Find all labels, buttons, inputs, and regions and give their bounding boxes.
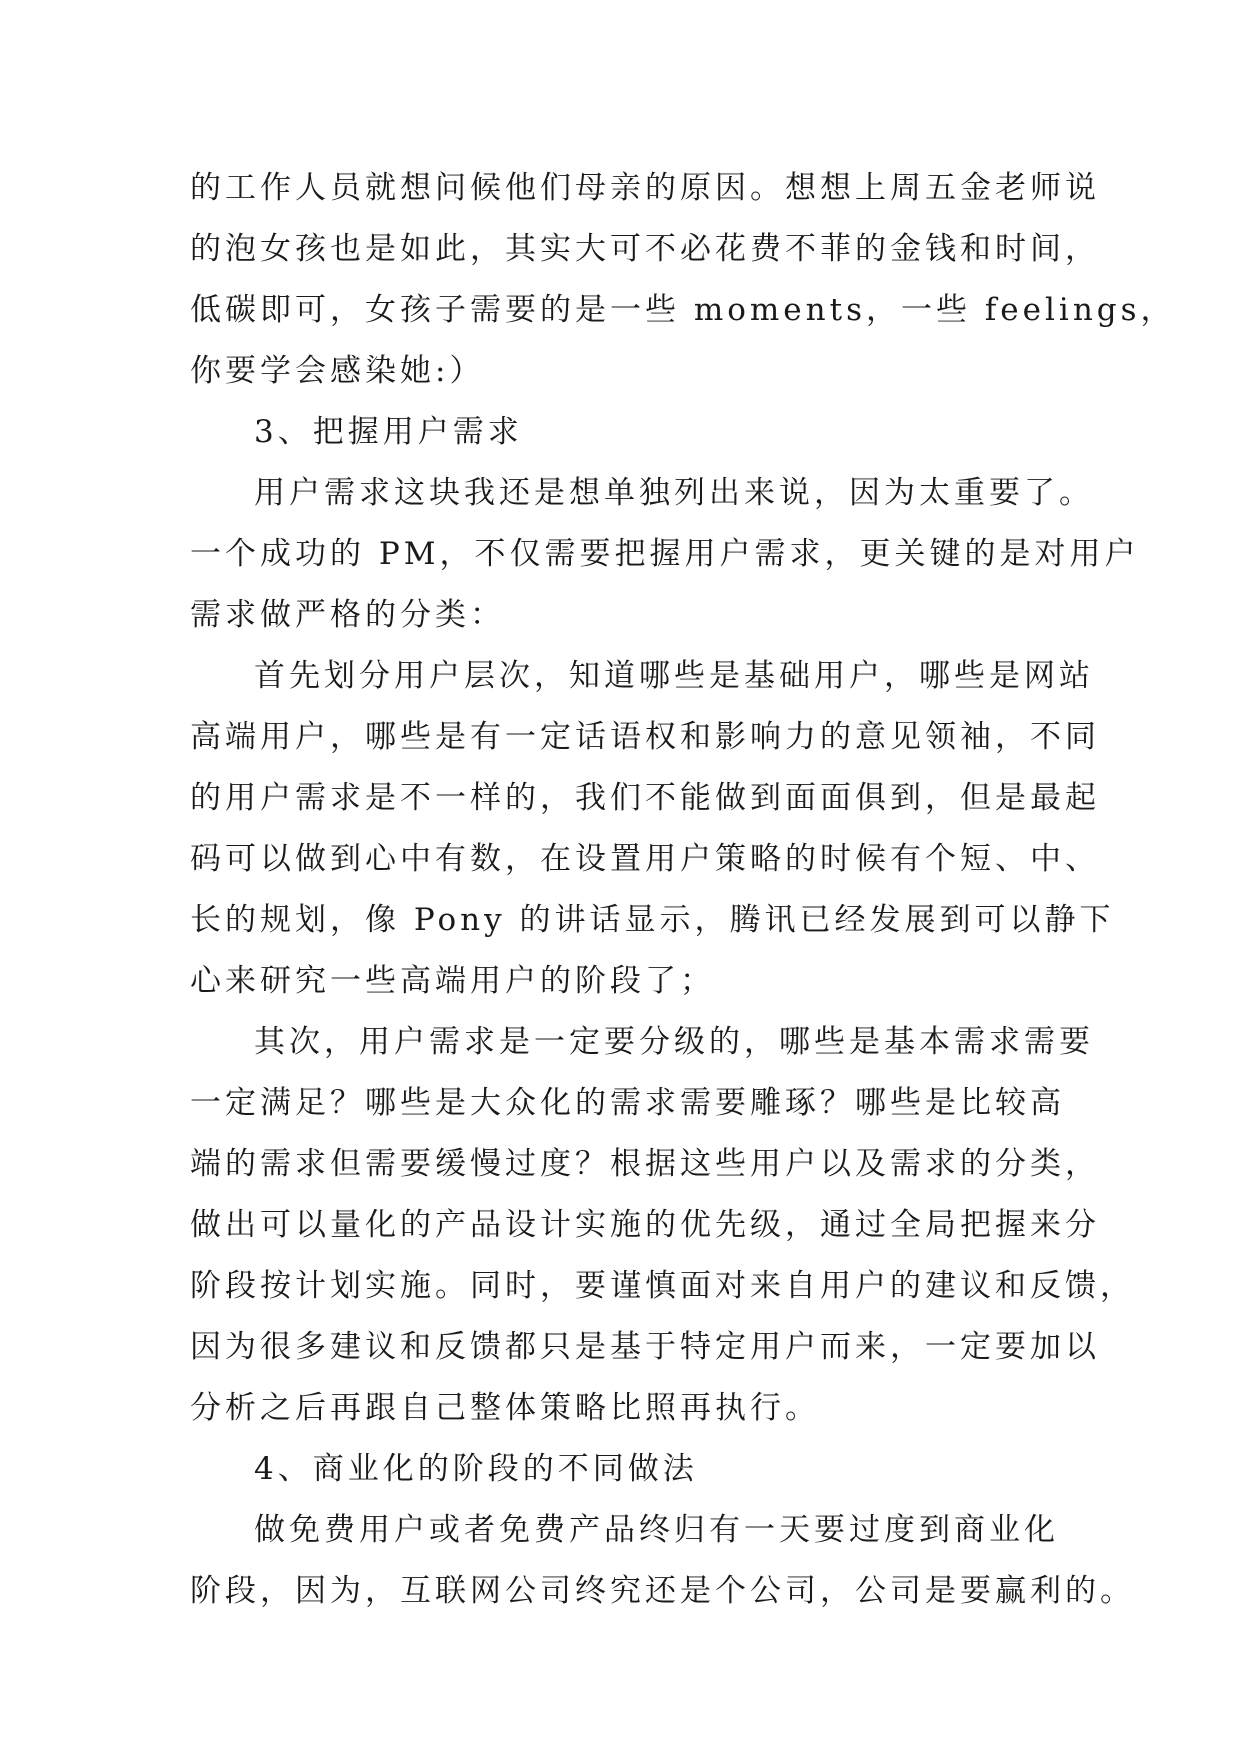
body-text xyxy=(190,158,1176,1622)
text-line: 心来研究一些高端用户的阶段了； xyxy=(190,963,715,999)
paragraph-start: 做免费用户或者免费产品终归有一天要过度到商业化 xyxy=(254,1512,1059,1548)
text-line: 阶段，因为，互联网公司终究还是个公司，公司是要赢利的。 xyxy=(190,1573,1135,1609)
text-line: 的泡女孩也是如此，其实大可不必花费不菲的金钱和时间， xyxy=(190,231,1100,267)
paragraph-start: 用户需求这块我还是想单独列出来说，因为太重要了。 xyxy=(254,475,1094,511)
text-line: 的用户需求是不一样的，我们不能做到面面俱到，但是最起 xyxy=(190,780,1100,816)
paragraph-start: 其次，用户需求是一定要分级的，哪些是基本需求需要 xyxy=(254,1024,1094,1060)
section-heading: 3、把握用户需求 xyxy=(254,414,523,450)
section-heading: 4、商业化的阶段的不同做法 xyxy=(254,1451,698,1487)
text-line: 做出可以量化的产品设计实施的优先级，通过全局把握来分 xyxy=(190,1207,1100,1243)
text-line: 需求做严格的分类： xyxy=(190,597,505,633)
paragraph-start: 首先划分用户层次，知道哪些是基础用户，哪些是网站 xyxy=(254,658,1094,694)
text-line: 高端用户，哪些是有一定话语权和影响力的意见领袖，不同 xyxy=(190,719,1100,755)
text-line: 一个成功的 PM，不仅需要把握用户需求，更关键的是对用户 xyxy=(190,536,1140,572)
text-line: 低碳即可，女孩子需要的是一些 moments，一些 feelings， xyxy=(190,292,1176,328)
text-line: 长的规划，像 Pony 的讲话显示，腾讯已经发展到可以静下 xyxy=(190,902,1115,938)
text-line: 端的需求但需要缓慢过度？根据这些用户以及需求的分类， xyxy=(190,1146,1100,1182)
text-line: 一定满足？哪些是大众化的需求需要雕琢？哪些是比较高 xyxy=(190,1085,1065,1121)
text-line: 你要学会感染她:） xyxy=(190,353,485,389)
text-line: 因为很多建议和反馈都只是基于特定用户而来，一定要加以 xyxy=(190,1329,1100,1365)
text-line: 阶段按计划实施。同时，要谨慎面对来自用户的建议和反馈， xyxy=(190,1268,1135,1304)
text-line: 码可以做到心中有数，在设置用户策略的时候有个短、中、 xyxy=(190,841,1100,877)
text-line: 的工作人员就想问候他们母亲的原因。想想上周五金老师说 xyxy=(190,170,1100,206)
text-line: 分析之后再跟自己整体策略比照再执行。 xyxy=(190,1390,820,1426)
